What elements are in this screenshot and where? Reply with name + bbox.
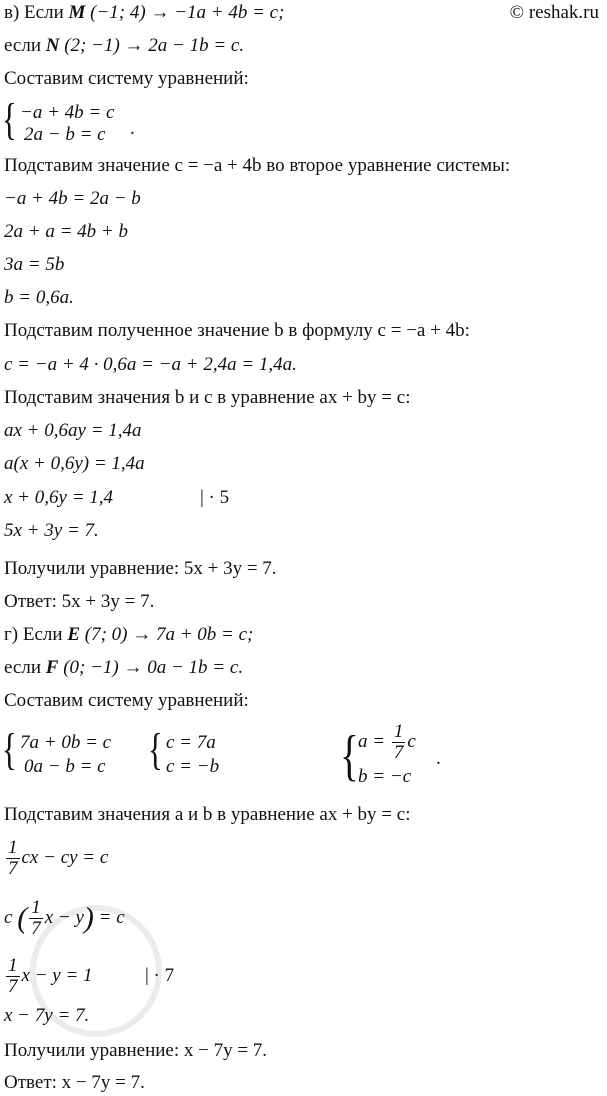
copyright: © reshak.ru bbox=[509, 2, 599, 23]
g-line-3: Составим систему уравнений: bbox=[4, 690, 249, 711]
v-line-6: Подставим значения b и c в уравнение ax + by = c: bbox=[4, 387, 411, 408]
v-eq-8-mult: | · 5 bbox=[200, 487, 230, 508]
v-system-row-1: −a + 4b = c bbox=[20, 102, 115, 123]
fraction: $\frac{1}{7}$ bbox=[393, 721, 404, 763]
fraction: $\frac{1}{7}$ bbox=[8, 955, 18, 998]
g-system-b-brace: { bbox=[148, 725, 163, 774]
g-eq-2: c ( $\frac{1}{7}$ x − y) = c bbox=[4, 897, 125, 940]
v-system-brace: { bbox=[2, 95, 17, 144]
v-line-1: в) Если M (−1; 4) → −1a + 4b = c; bbox=[4, 2, 285, 23]
v-eq-3: 3a = 5b bbox=[4, 254, 65, 275]
fraction: $\frac{1}{7}$ bbox=[8, 837, 18, 880]
g-system-a-brace: { bbox=[2, 725, 17, 774]
g-system-c-row-2: b = −c bbox=[358, 766, 412, 787]
watermark-circle bbox=[30, 905, 162, 1037]
g-answer: Ответ: x − 7y = 7. bbox=[4, 1072, 145, 1093]
v-eq-6: ax + 0,6ay = 1,4a bbox=[4, 420, 142, 441]
v-eq-2: 2a + a = 4b + b bbox=[4, 221, 128, 242]
g-system-c-brace: { bbox=[340, 725, 359, 787]
v-eq-9: 5x + 3y = 7. bbox=[4, 520, 99, 541]
v-system-row-2: 2a − b = c bbox=[24, 124, 106, 145]
g-system-a-row-1: 7a + 0b = c bbox=[20, 732, 112, 753]
g-eq-4: x − 7y = 7. bbox=[4, 1005, 90, 1026]
g-system-b-row-2: c = −b bbox=[166, 756, 220, 777]
v-result: Получили уравнение: 5x + 3y = 7. bbox=[4, 558, 277, 579]
g-result: Получили уравнение: x − 7y = 7. bbox=[4, 1040, 268, 1061]
v-eq-1: −a + 4b = 2a − b bbox=[4, 188, 141, 209]
g-system-b-row-1: c = 7a bbox=[166, 732, 216, 753]
g-system-a-row-2: 0a − b = c bbox=[24, 756, 106, 777]
v-eq-5: c = −a + 4 · 0,6a = −a + 2,4a = 1,4a. bbox=[4, 354, 297, 375]
g-line-2: если F (0; −1) → 0a − 1b = c. bbox=[4, 657, 244, 678]
v-line-3: Составим систему уравнений: bbox=[4, 68, 249, 89]
v-line-5: Подставим полученное значение b в формулу c = −a + 4b: bbox=[4, 320, 470, 341]
fraction: $\frac{1}{7}$ bbox=[31, 897, 41, 940]
g-line-1: г) Если E (7; 0) → 7a + 0b = c; bbox=[4, 624, 254, 645]
v-answer: Ответ: 5x + 3y = 7. bbox=[4, 591, 155, 612]
g-eq-3: $\frac{1}{7}$ x − y = 1 bbox=[8, 955, 93, 998]
v-line-2: если N (2; −1) → 2a − 1b = c. bbox=[4, 35, 245, 56]
g-eq-3-mult: | · 7 bbox=[145, 965, 175, 986]
v-eq-4: b = 0,6a. bbox=[4, 287, 74, 308]
v-eq-8: x + 0,6y = 1,4 bbox=[4, 487, 114, 508]
g-line-4: Подставим значения a и b в уравнение ax + by = c: bbox=[4, 804, 411, 825]
v-line-4: Подставим значение c = −a + 4b во второе уравнение системы: bbox=[4, 155, 511, 176]
v-system-dot: . bbox=[130, 118, 135, 139]
v-eq-7: a(x + 0,6y) = 1,4a bbox=[4, 453, 145, 474]
g-eq-1: $\frac{1}{7}$ cx − cy = c bbox=[8, 837, 109, 880]
g-system-c-row-1: a = $\frac{1}{7}$ c bbox=[358, 721, 416, 763]
g-system-c-dot: . bbox=[436, 748, 441, 769]
